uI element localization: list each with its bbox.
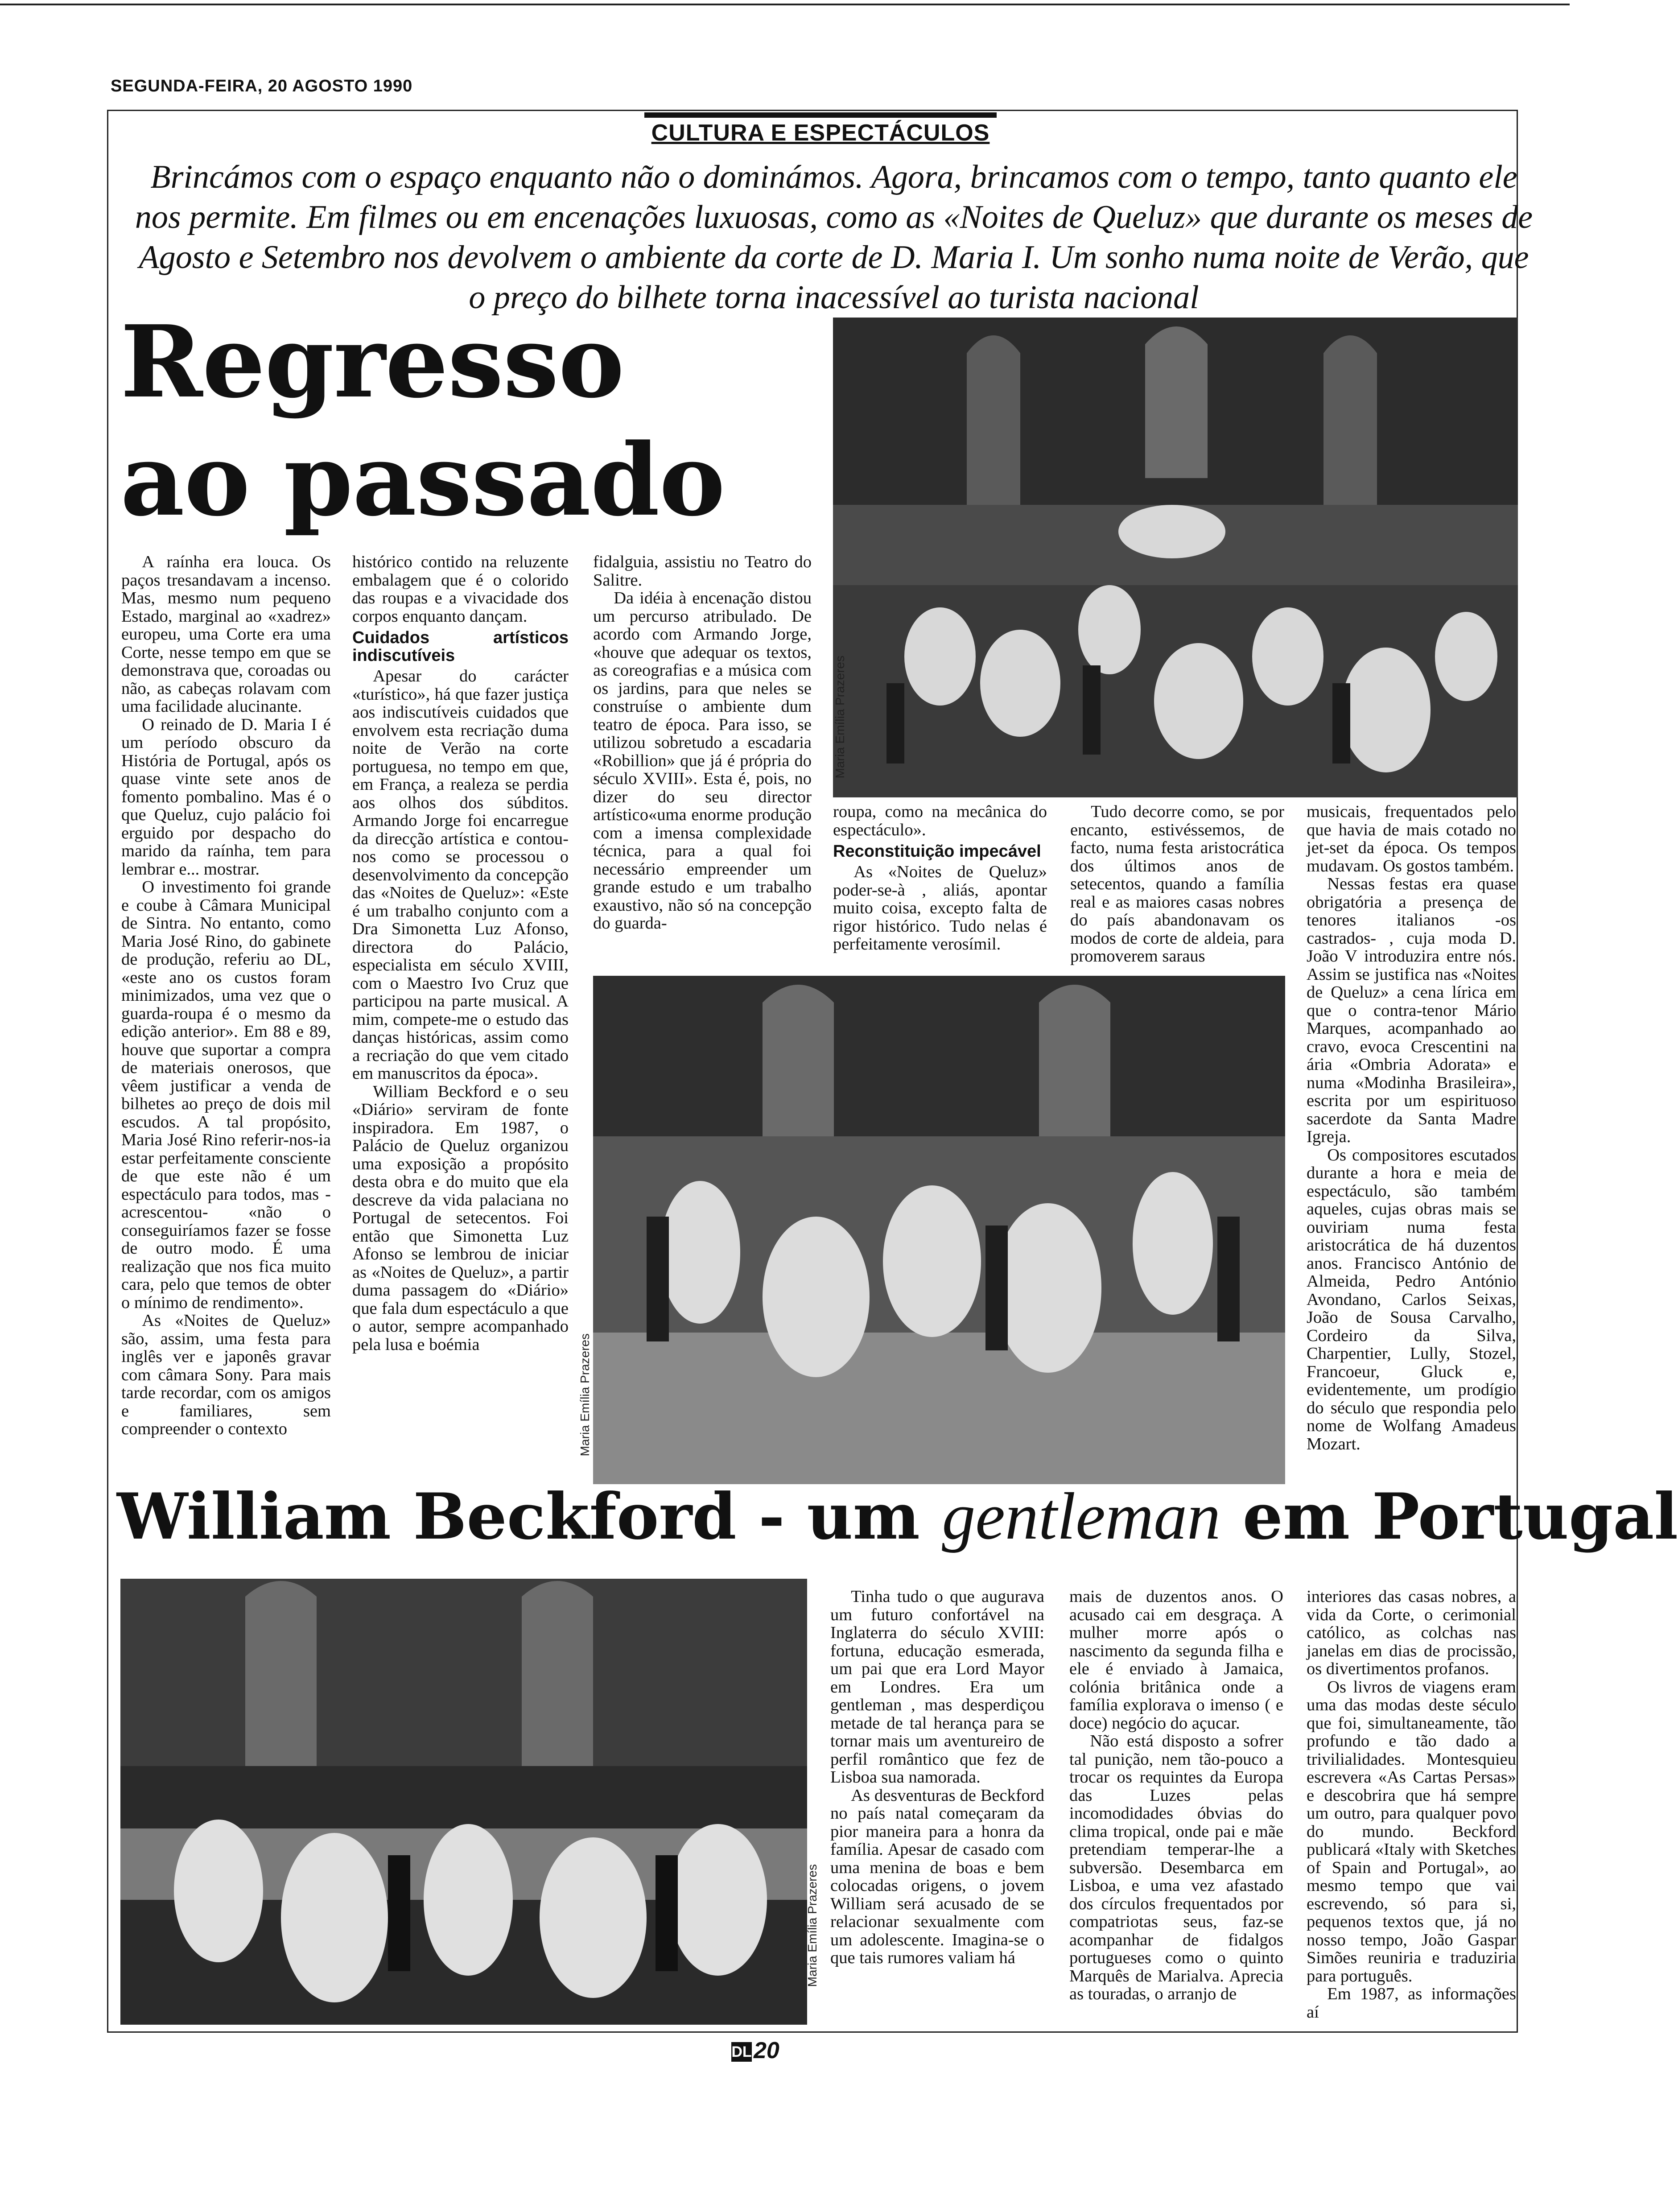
headline-article1: [120, 303, 816, 540]
photo-queluz-ballet: [833, 318, 1518, 797]
photo-credit-2: Maria Emília Prazeres: [578, 1333, 592, 1457]
paragraph: musicais, frequentados pelo que havia de mais cotado no jet-set da época. Os tempos mudavam. Os gostos também.: [1307, 802, 1516, 875]
paragraph: O investimento foi grande e coube à Câmara Municipal de Sintra. No entanto, como Maria José Rino, do gabinete de produção, referiu ao DL, «este ano os custos foram minimizados, uma vez que o guarda-roupa é o mesmo da edição anterior». Em 88 e 89, houve que suportar a compra de materiais onerosos, que vêem justificar a venda de bilhetes ao preço de dois mil escudos. A tal propósito, Maria José Rino referir-nos-ia estar perfeitamente consciente de que este não é um espectáculo para todos, mas -acrescentou- «não o conseguiríamos fazer se fosse de outro modo. É uma realização que nos fica muito cara, pelo que temos de obter o mínimo de rendimento».: [121, 878, 331, 1312]
paragraph: Em 1987, as informações aí: [1307, 1985, 1516, 2022]
article1-col4: [833, 803, 1047, 953]
paragraph: Tudo decorre como, se por encanto, estivéssemos, de facto, numa festa aristocrática dos últimos anos de setecentos, quando a família real e as maiores casas nobres do país abandonavam os modos de corte de aldeia, para promoverem saraus: [1070, 802, 1284, 966]
photo-credit-1: Maria Emília Prazeres: [833, 656, 847, 779]
photo-credit-3: Maria Emília Prazeres: [805, 1864, 819, 1987]
headline2-part-a: William Beckford - um: [117, 1480, 920, 1554]
headline-article2: [117, 1479, 1678, 1554]
article1-col6: [1307, 803, 1516, 1453]
photo-beckford-scene: [120, 1579, 807, 2025]
dl-logo: DL: [731, 2042, 752, 2062]
paragraph: William Beckford e o seu «Diário» serviram de fonte inspiradora. Em 1987, o Palácio de Queluz organizou uma exposição a propósito desta obra e do muito que ela descreve da vida palaciana no Portugal de setecentos. Foi então que Simonetta Luz Afonso se lembrou de iniciar as «Noites de Queluz», a partir duma passagem do «Diário» que fala dum espectáculo a que o autor, sempre acompanhado pela lusa e boémia: [352, 1082, 569, 1354]
subheading: Reconstituição impecável: [833, 842, 1041, 861]
paragraph: Os livros de viagens eram uma das modas deste século que foi, simultaneamente, tão profundo e tão dado a trivilialidades. Montesquieu escrevera «As Cartas Persas» e descobrira que há sempre um outro, para qualquer povo do mundo. Beckford publicará «Italy with Sketches of Spain and Portugal», ao mesmo tempo que vai escrevendo, só para si, pequenos textos que, já no nosso tempo, João Gaspar Simões reuniria e traduziria para português.: [1307, 1677, 1516, 1985]
paragraph: fidalguia, assistiu no Teatro do Salitre.: [593, 553, 812, 590]
paragraph: Os compositores escutados durante a hora e meia de espectáculo, são também aqueles, cujas obras mais se ouviriam numa festa aristocrática de há duzentos anos. Francisco António de Almeida, Pedro António Avondano, Carlos Seixas, João de Sousa Carvalho, Cordeiro da Silva, Charpentier, Lully, Stozel, Francoeur, Gluck e, evidentemente, um prodígio do século que respondia pelo nome de Wolfang Amadeus Mozart.: [1307, 1145, 1516, 1453]
article1-col2: [352, 553, 569, 1354]
headline-line1: Regresso: [120, 304, 624, 420]
article2-col2: [1069, 1588, 1283, 2003]
photo-queluz-courtiers: [593, 976, 1285, 1484]
article1-col1: [121, 553, 331, 1438]
page-footer: [731, 2037, 779, 2064]
article2-col1: [830, 1588, 1044, 1967]
paragraph: histórico contido na reluzente embalagem que é o colorido das roupas e a vivacidade dos corpos enquanto dançam.: [352, 553, 569, 626]
paragraph: Não está disposto a sofrer tal punição, nem tão-pouco a trocar os requintes da Europa das Luzes pelas incomodidades óbvias do clima tropical, onde pai e mãe pretendiam temperar-lhe a subversão. Desembarca em Lisboa, e uma vez afastado dos círculos frequentados por compatriotas seus, faz-se acompanhar de fidalgos portugueses como o quinto Marquês de Marialva. Aprecia as touradas, o arranjo de: [1069, 1732, 1283, 2003]
headline2-part-b: em Portugal: [1242, 1480, 1678, 1554]
headline-line2: ao passado: [120, 422, 725, 538]
paragraph: Apesar do carácter «turístico», há que fazer justiça aos indiscutíveis cuidados que envolvem esta recriação duma noite de Verão na corte portuguesa, no tempo em que, em França, a realeza se perdia aos olhos dos súbditos. Armando Jorge foi encarregue da direcção artística e contou-nos como se processou o desenvolvimento da concepção das «Noites de Queluz»: «Este é um trabalho conjunto com a Dra Simonetta Luz Afonso, directora do Palácio, especialista em século XVIII, com o Maestro Ivo Cruz que participou na parte musical. A mim, compete-me o estudo das danças históricas, assim como a recriação do que vem citado em manuscritos da época».: [352, 667, 569, 1083]
paragraph: A raínha era louca. Os paços tresandavam a incenso. Mas, mesmo num pequeno Estado, marginal ao «xadrez» europeu, uma Corte era uma Corte, nesse tempo em que se demonstrava que, coroadas ou não, as cabeças rolavam com uma facilidade alucinante.: [121, 553, 331, 716]
top-rule: [0, 4, 1570, 5]
paragraph: roupa, como na mecânica do espectáculo».: [833, 802, 1047, 839]
section-title: CULTURA E ESPECTÁCULOS: [644, 112, 997, 150]
paragraph: O reinado de D. Maria I é um período obscuro da História de Portugal, após os quase vinte sete anos de fomento pombalino. Mas é o que Queluz, cujo palácio foi erguido por despacho do marido da raínha, tem para lembrar e... mostrar.: [121, 715, 331, 879]
article1-col3: [593, 553, 812, 933]
paragraph: Da idéia à encenação distou um percurso atribulado. De acordo com Armando Jorge, «houve que adequar os textos, as coreografias e a música com os jardins, para que neles se construíse o ambiente dum teatro de época. Para isso, se utilizou sobretudo a escadaria «Robillion» que já é própria do século XVIII». Esta é, pois, no dizer do seu director artístico«uma enorme produção com a imensa complexidade técnica, para a qual foi necessário empreender um grande estudo e um trabalho exaustivo, não só na concepção do guarda-: [593, 589, 812, 933]
article1-col5: [1070, 803, 1284, 966]
paragraph: Nessas festas era quase obrigatória a presença de tenores italianos -os castrados- , cuja moda D. João V introduzira entre nós. Assim se justifica nas «Noites de Queluz» a cena lírica em que o contra-tenor Mário Marques, acompanhado ao cravo, evoca Crescentini na ária «Ombria Adorata» e numa «Modinha Brasileira», escrita por um espirituoso sacerdote da Santa Madre Igreja.: [1307, 875, 1516, 1146]
paragraph: As «Noites de Queluz» poder-se-à , aliás, apontar muito coisa, excepto falta de rigor histórico. Tudo nelas é perfeitamente verosímil.: [833, 863, 1047, 953]
paragraph: Tinha tudo o que augurava um futuro confortável na Inglaterra do século XVIII: fortuna, educação esmerada, um pai que era Lord Mayor em Londres. Era um gentleman , mas desperdiçou metade de tal herança para se tornar mais um aventureiro de perfil romântico que fez de Lisboa sua namorada.: [830, 1587, 1044, 1787]
article2-col3: [1307, 1588, 1516, 2021]
intro-standfirst: Brincámos com o espaço enquanto não o dominámos. Agora, brincamos com o tempo, tanto quanto ele nos permite. Em filmes ou em encenações luxuosas, como as «Noites de Queluz» que durante os meses de Agosto e Setembro nos devolvem o ambiente da corte de D. Maria I. Um sonho numa noite de Verão, que o preço do bilhete torna inacessível ao turista nacional: [135, 159, 1533, 316]
paragraph: mais de duzentos anos. O acusado cai em desgraça. A mulher morre após o nascimento da segunda filha e ele é enviado à Jamaica, colónia britânica onde a família explorava o imenso ( e doce) negócio do açucar.: [1069, 1587, 1283, 1733]
page-number: 20: [754, 2038, 779, 2063]
subheading: Cuidados artísticos indiscutíveis: [352, 628, 569, 665]
paragraph: As «Noites de Queluz» são, assim, uma festa para inglês ver e japonês gravar com câmara Sony. Para mais tarde recordar, com os amigos e familiares, sem compreender o contexto: [121, 1311, 331, 1438]
dateline: SEGUNDA-FEIRA, 20 AGOSTO 1990: [111, 77, 413, 95]
headline2-italic: gentleman: [942, 1479, 1221, 1553]
paragraph: As desventuras de Beckford no país natal começaram da pior maneira para a honra da família. Apesar de casado com uma menina de boas e bem colocadas origens, o jovem William será acusado de se relacionar sexualmente com um adolescente. Imagina-se o que tais rumores valiam há: [830, 1786, 1044, 1967]
paragraph: interiores das casas nobres, a vida da Corte, o cerimonial católico, as colchas nas janelas em dias de procissão, os divertimentos profanos.: [1307, 1587, 1516, 1678]
